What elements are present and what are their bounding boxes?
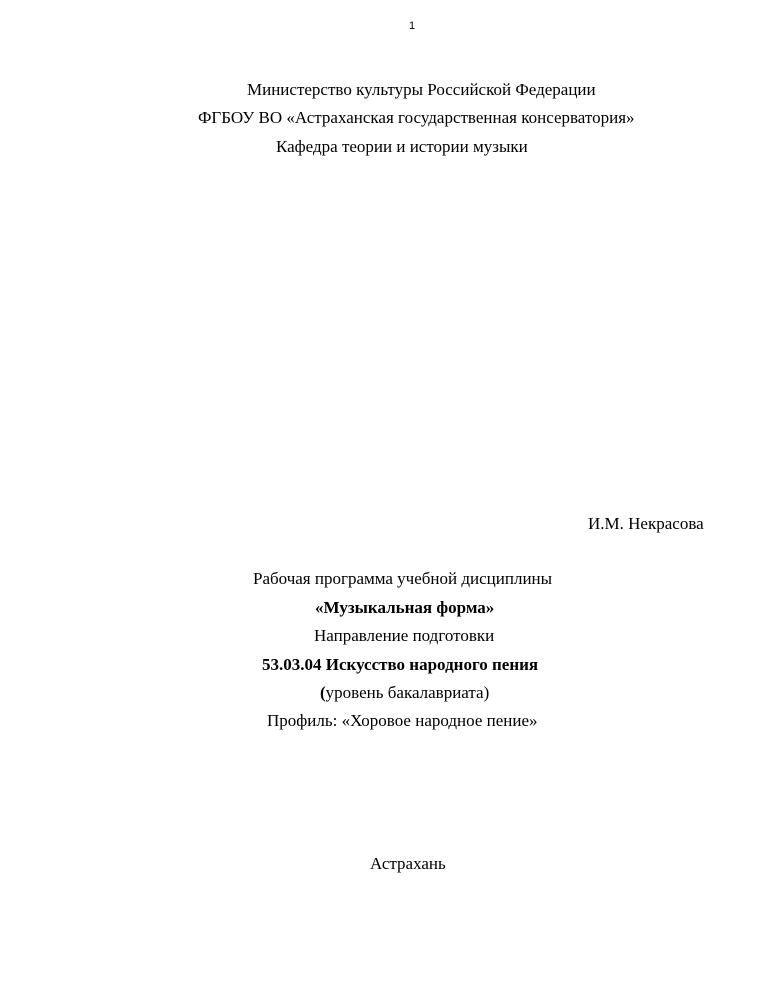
department-line: Кафедра теории и истории музыки: [276, 137, 528, 156]
city-name: Астрахань: [370, 854, 446, 873]
level-line: [320, 683, 489, 703]
direction-label: Направление подготовки: [314, 626, 495, 645]
ministry-line: Министерство культуры Российской Федерации: [247, 80, 596, 99]
author-name: И.М. Некрасова: [588, 514, 704, 533]
discipline-name: «Музыкальная форма»: [315, 598, 495, 617]
page-number: 1: [408, 20, 416, 32]
level-text: уровень бакалавриата): [325, 683, 490, 702]
program-title: Рабочая программа учебной дисциплины: [253, 569, 553, 588]
level-open-paren: (: [320, 683, 326, 702]
institution-line: ФГБОУ ВО «Астраханская государственная консерватория»: [198, 108, 635, 127]
direction-code: 53.03.04 Искусство народного пения: [262, 655, 539, 674]
profile-line: Профиль: «Хоровое народное пение»: [267, 711, 538, 730]
